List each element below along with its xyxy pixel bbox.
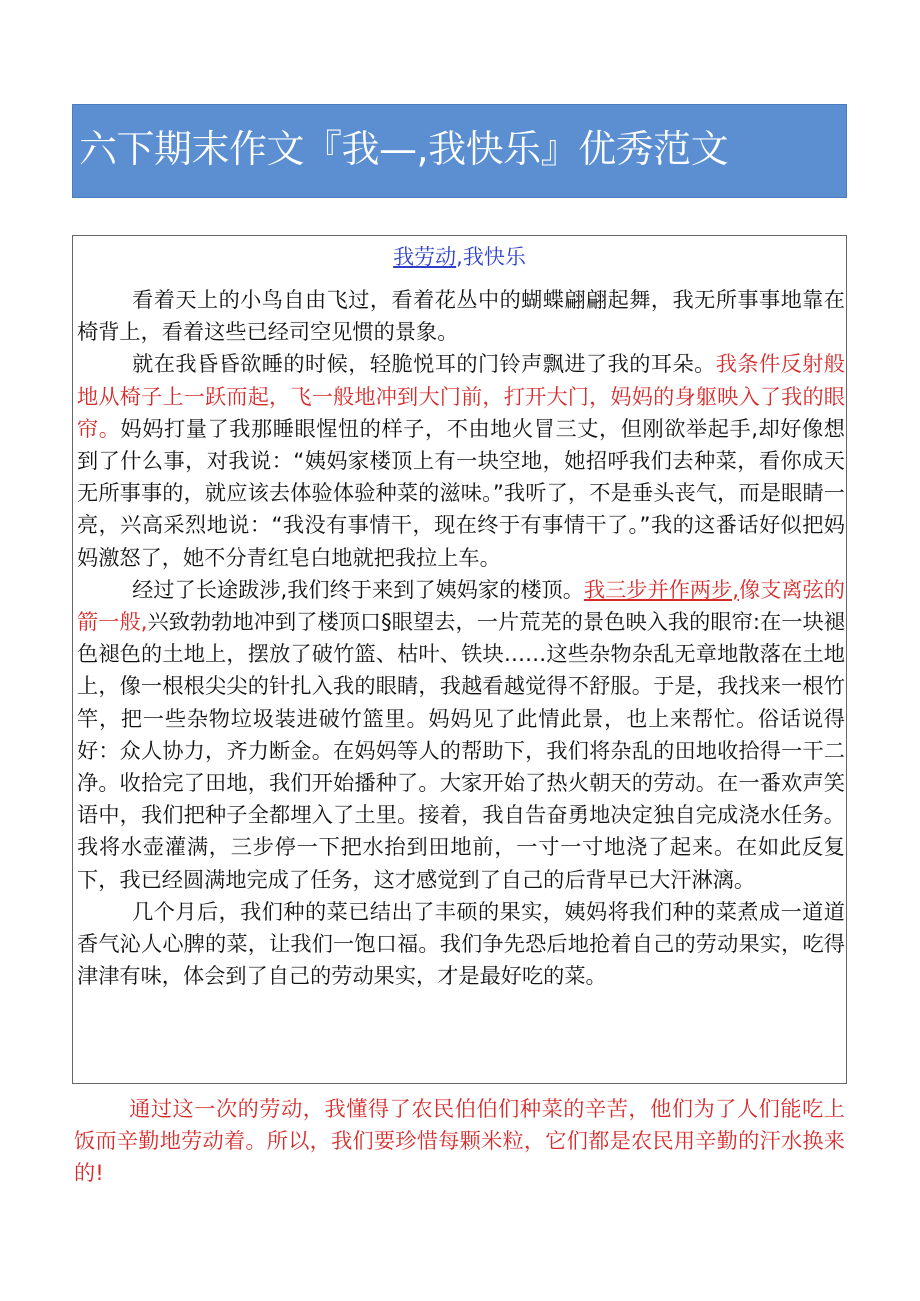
essay-title — [73, 242, 846, 272]
page-title: 六下期末作文『我—,我快乐』优秀范文 — [79, 127, 729, 171]
paragraph-3-highlight: 像支离弦的箭一般, — [77, 576, 845, 635]
paragraph-2-text-b: 妈妈打量了我那睡眼惺忸的样子，不由地火冒三丈，但刚欲举起手,却好像想到了什么事，对我说：“姨妈家楼顶上有一块空地，她招呼我们去种菜，看你成天无所事事的，就应该去体验体验种菜的滋味。”我听了，不是垂头丧气，而是眼睛一亮，兴高采烈地说：“我没有事情干，现在终于有事情干了。”我的这番话好似把妈妈激怒了，她不分青红皂白地就把我拉上车。 — [77, 415, 845, 570]
conclusion-paragraph: 通过这一次的劳动，我懂得了农民伯伯们种菜的辛苦，他们为了人们能吃上饭而辛勤地劳动着。所以，我们要珍惜每颗米粒，它们都是农民用辛勤的汗水换来的! — [74, 1096, 845, 1186]
paragraph-1 — [77, 284, 845, 348]
paragraph-3-text-b: 兴致勃勃地冲到了楼顶口§眼望去，一片荒芜的景色映入我的眼帘:在一块褪色褪色的土地上，摆放了破竹篮、枯叶、铁块……这些杂物杂乱无章地散落在土地上，像一根根尖尖的针扎入我的眼睛，我越看越觉得不舒服。于是，我找来一根竹竿，把一些杂物垃圾装进破竹篮里。妈妈见了此情此景，也上来帮忙。俗话说得好：众人协力，齐力断金。在妈妈等人的帮助下，我们将杂乱的田地收拾得一干二净。收拾完了田地，我们开始播种了。大家开始了热火朝天的劳动。在一番欢声笑语中，我们把种子全都埋入了土里。接着，我自告奋勇地决定独自完成浇水任务。我将水壶灌满，三步停一下把水抬到田地前，一寸一寸地浇了起来。在如此反复下，我已经圆满地完成了任务，这才感觉到了自己的后背早已大汗淋漓。 — [77, 609, 845, 892]
paragraph-3 — [77, 574, 845, 896]
paragraph-3-highlight-underlined: 我三步并作两步, — [583, 576, 739, 602]
essay-title-rest: ,我快乐 — [456, 245, 526, 269]
paragraph-2-text-a: 就在我昏昏欲睡的时候，轻脆悦耳的门铃声飘进了我的耳朵。 — [132, 351, 716, 377]
paragraph-4 — [77, 896, 845, 993]
essay-title-underlined: 我劳动 — [393, 245, 457, 269]
paragraph-2-highlight: 我条件反射般地从椅子上一跃而起，飞一般地冲到大门前，打开大门，妈妈的身躯映入了我的眼帘。 — [77, 351, 845, 441]
essay-box — [72, 235, 847, 1084]
paragraph-2 — [77, 348, 845, 573]
paragraph-1-text: 看着天上的小鸟自由飞过，看着花丛中的蝴蝶翩翩起舞，我无所事事地靠在椅背上，看着这些已经司空见惯的景象。 — [77, 287, 845, 345]
title-banner — [72, 104, 847, 198]
paragraph-4-text: 几个月后，我们种的菜已结出了丰硕的果实，姨妈将我们种的菜煮成一道道香气沁人心脾的菜，让我们一饱口福。我们争先恐后地抢着自己的劳动果实，吃得津津有味，体会到了自己的劳动果实，才是最好吃的菜。 — [77, 898, 845, 989]
paragraph-3-text-a: 经过了长途跋涉,我们终于来到了姨妈家的楼顶。 — [132, 576, 584, 602]
essay-body — [77, 284, 845, 992]
